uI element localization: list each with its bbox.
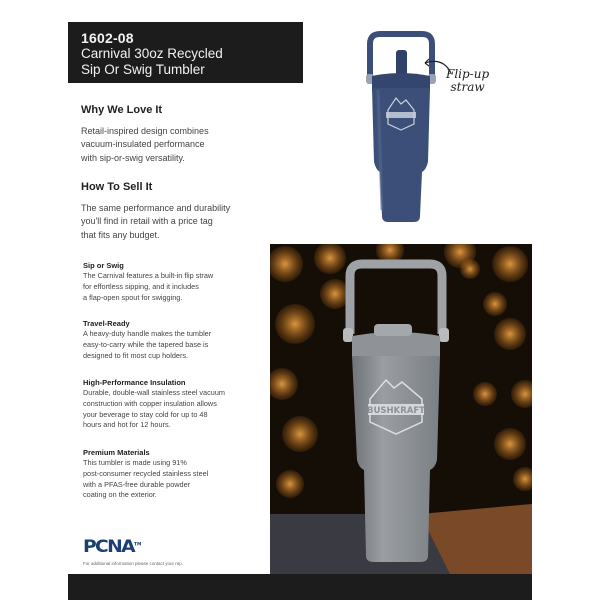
how-line: you'll find in retail with a price tag	[81, 216, 213, 227]
feature-line: Durable, double-wall stainless steel vacuum	[83, 388, 225, 397]
feature-heading: Travel-Ready	[83, 319, 130, 328]
lifestyle-photo	[270, 244, 532, 574]
trademark: TM	[133, 541, 142, 547]
footer-bar	[68, 574, 532, 600]
product-title-line2: Sip Or Swig Tumbler	[81, 62, 205, 77]
feature-heading: Sip or Swig	[83, 261, 124, 270]
feature-line: with a PFAS-free durable powder	[83, 479, 191, 489]
feature-insulation	[83, 378, 273, 431]
product-sku: 1602-08	[81, 30, 134, 46]
feature-line: hours and hot for 12 hours.	[83, 420, 171, 430]
feature-line: for effortless sipping, and it includes	[83, 281, 199, 291]
how-line: The same performance and durability	[81, 203, 231, 213]
feature-heading: Premium Materials	[83, 448, 150, 457]
how-line: that fits any budget.	[81, 229, 160, 240]
bushkraft-logo-text: BUSHKRAFT	[367, 406, 425, 416]
why-line: with sip-or-swig versatility.	[81, 152, 185, 163]
callout-line: straw	[450, 80, 485, 94]
feature-line: easy-to-carry while the tapered base is	[83, 339, 209, 349]
feature-line: designed to fit most cup holders.	[83, 350, 189, 360]
why-line: Retail-inspired design combines	[81, 126, 209, 136]
why-heading: Why We Love It	[81, 104, 163, 116]
feature-line: A heavy-duty handle makes the tumbler	[83, 329, 212, 338]
feature-sip-or-swig	[83, 261, 273, 303]
feature-heading: High-Performance Insulation	[83, 378, 186, 387]
why-body	[81, 125, 271, 165]
feature-line: construction with copper insulation allows	[83, 398, 217, 408]
feature-line: The Carnival features a built-in flip straw	[83, 271, 214, 280]
feature-line: your beverage to stay cold for up to 48	[83, 409, 208, 419]
how-body	[81, 202, 271, 242]
feature-line: coating on the exterior.	[83, 490, 157, 500]
feature-line: post-consumer recycled stainless steel	[83, 468, 209, 478]
contact-footnote: For additional information please contact your rep.	[83, 561, 184, 566]
feature-line: a flap-open spout for swigging.	[83, 292, 183, 302]
why-line: vacuum-insulated performance	[81, 139, 205, 150]
feature-materials	[83, 448, 273, 501]
product-header	[68, 22, 303, 83]
feature-line: This tumbler is made using 91%	[83, 458, 187, 467]
callout-line: Flip-up	[446, 67, 490, 81]
flip-up-straw-callout	[446, 68, 489, 94]
product-title-line1: Carnival 30oz Recycled	[81, 46, 223, 61]
feature-travel-ready	[83, 319, 273, 361]
how-heading: How To Sell It	[81, 181, 153, 193]
grey-tumbler-scene	[270, 244, 532, 574]
pcna-logo	[83, 537, 141, 557]
pcna-logo-text: PCNA	[83, 537, 134, 557]
